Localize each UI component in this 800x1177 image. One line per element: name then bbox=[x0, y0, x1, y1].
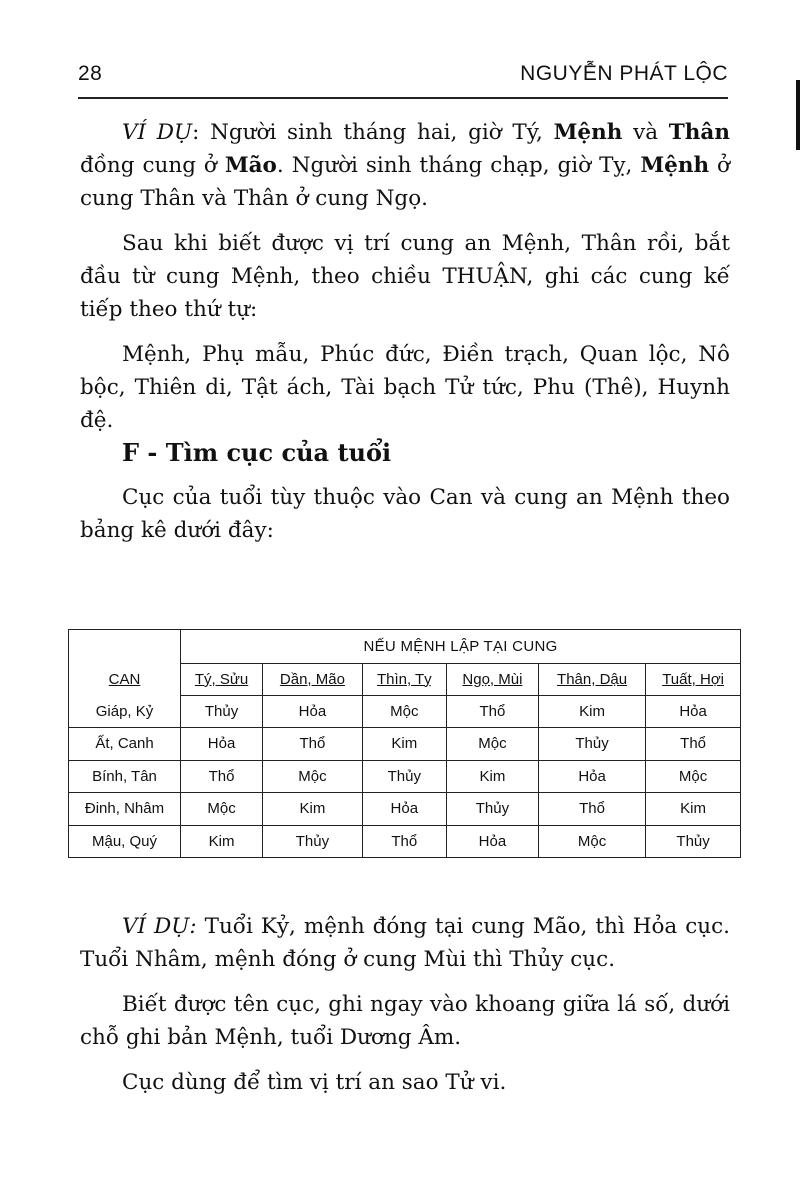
text-block-top bbox=[80, 116, 730, 437]
can-cell: Đinh, Nhâm bbox=[69, 793, 181, 826]
text-block-bottom bbox=[80, 910, 730, 1099]
table-row bbox=[69, 793, 741, 826]
text-block-intro bbox=[80, 481, 730, 547]
cuc-table bbox=[68, 629, 741, 858]
can-header: CAN bbox=[108, 670, 141, 688]
table-cell: Kim bbox=[646, 793, 741, 826]
can-header-cell bbox=[69, 664, 181, 696]
table-cell: Thủy bbox=[263, 825, 363, 858]
running-title: NGUYỄN PHÁT LỘC bbox=[520, 62, 728, 85]
example-label: VÍ DỤ: bbox=[122, 914, 197, 939]
can-cell: Ất, Canh bbox=[69, 728, 181, 761]
column-header: Tuất, Hợi bbox=[646, 664, 741, 696]
column-header: Tý, Sửu bbox=[181, 664, 263, 696]
column-header: Thân, Dậu bbox=[538, 664, 645, 696]
example-paragraph-2: VÍ DỤ: Tuổi Kỷ, mệnh đóng tại cung Mão, thì Hỏa cục. Tuổi Nhâm, mệnh đóng ở cung Mùi thì Thủy cục. bbox=[80, 914, 730, 972]
table-cell: Thổ bbox=[362, 825, 446, 858]
table-cell: Thủy bbox=[446, 793, 538, 826]
header-rule bbox=[78, 97, 728, 99]
section-title: F - Tìm cục của tuổi bbox=[122, 438, 392, 467]
table-cell: Thủy bbox=[646, 825, 741, 858]
table-cell: Thủy bbox=[538, 728, 645, 761]
table-cell: Hỏa bbox=[538, 760, 645, 793]
table-cell: Thổ bbox=[181, 760, 263, 793]
table-cell: Hỏa bbox=[646, 695, 741, 728]
table-row bbox=[69, 728, 741, 761]
table-cell: Mộc bbox=[538, 825, 645, 858]
table-cell: Mộc bbox=[646, 760, 741, 793]
table-cell: Mộc bbox=[362, 695, 446, 728]
page-edge-mark bbox=[796, 80, 800, 150]
table-cell: Mộc bbox=[446, 728, 538, 761]
paragraph-cuc-usage: Cục dùng để tìm vị trí an sao Tử vi. bbox=[122, 1070, 507, 1095]
paragraph-table-intro: Cục của tuổi tùy thuộc vào Can và cung an Mệnh theo bảng kê dưới đây: bbox=[80, 485, 730, 543]
paragraph-order-intro: Sau khi biết được vị trí cung an Mệnh, Thân rồi, bắt đầu từ cung Mệnh, theo chiều THUẬN, ghi các cung kế tiếp theo thứ tự: bbox=[80, 231, 730, 322]
paragraph-cung-list: Mệnh, Phụ mẫu, Phúc đức, Điền trạch, Quan lộc, Nô bộc, Thiên di, Tật ách, Tài bạch Tử tức, Phu (Thê), Huynh đệ. bbox=[80, 342, 730, 433]
example-paragraph-1: VÍ DỤ: Người sinh tháng hai, giờ Tý, Mệnh và Thân đồng cung ở Mão. Người sinh tháng chạp, giờ Tỵ, Mệnh ở cung Thân và Thân ở cung Ngọ. bbox=[80, 120, 731, 211]
table-cell: Kim bbox=[362, 728, 446, 761]
page-number: 28 bbox=[78, 62, 103, 85]
can-cell: Bính, Tân bbox=[69, 760, 181, 793]
table-row bbox=[69, 825, 741, 858]
table-cell: Hỏa bbox=[263, 695, 363, 728]
table-cell: Kim bbox=[538, 695, 645, 728]
can-header-cell bbox=[69, 630, 181, 664]
paragraph-write-cuc: Biết được tên cục, ghi ngay vào khoang giữa lá số, dưới chỗ ghi bản Mệnh, tuổi Dương Âm. bbox=[80, 992, 730, 1050]
can-cell: Mậu, Quý bbox=[69, 825, 181, 858]
table-cell: Hỏa bbox=[446, 825, 538, 858]
table-cell: Mộc bbox=[181, 793, 263, 826]
column-header: Ngọ, Mùi bbox=[446, 664, 538, 696]
table-cell: Thủy bbox=[181, 695, 263, 728]
table-row bbox=[69, 695, 741, 728]
table-cell: Thổ bbox=[646, 728, 741, 761]
table-cell: Kim bbox=[446, 760, 538, 793]
table-row bbox=[69, 760, 741, 793]
can-cell: Giáp, Kỷ bbox=[69, 695, 181, 728]
table-cell: Thổ bbox=[446, 695, 538, 728]
page-header bbox=[78, 62, 728, 86]
table-cell: Thủy bbox=[362, 760, 446, 793]
table-caption: NẾU MỆNH LẬP TẠI CUNG bbox=[181, 630, 741, 664]
table-cell: Kim bbox=[263, 793, 363, 826]
table-cell: Mộc bbox=[263, 760, 363, 793]
example-label: VÍ DỤ bbox=[122, 120, 193, 145]
table-cell: Hỏa bbox=[362, 793, 446, 826]
table-cell: Thổ bbox=[263, 728, 363, 761]
table-cell: Hỏa bbox=[181, 728, 263, 761]
column-header: Dần, Mão bbox=[263, 664, 363, 696]
table-cell: Thổ bbox=[538, 793, 645, 826]
column-header: Thìn, Tỵ bbox=[362, 664, 446, 696]
table-cell: Kim bbox=[181, 825, 263, 858]
